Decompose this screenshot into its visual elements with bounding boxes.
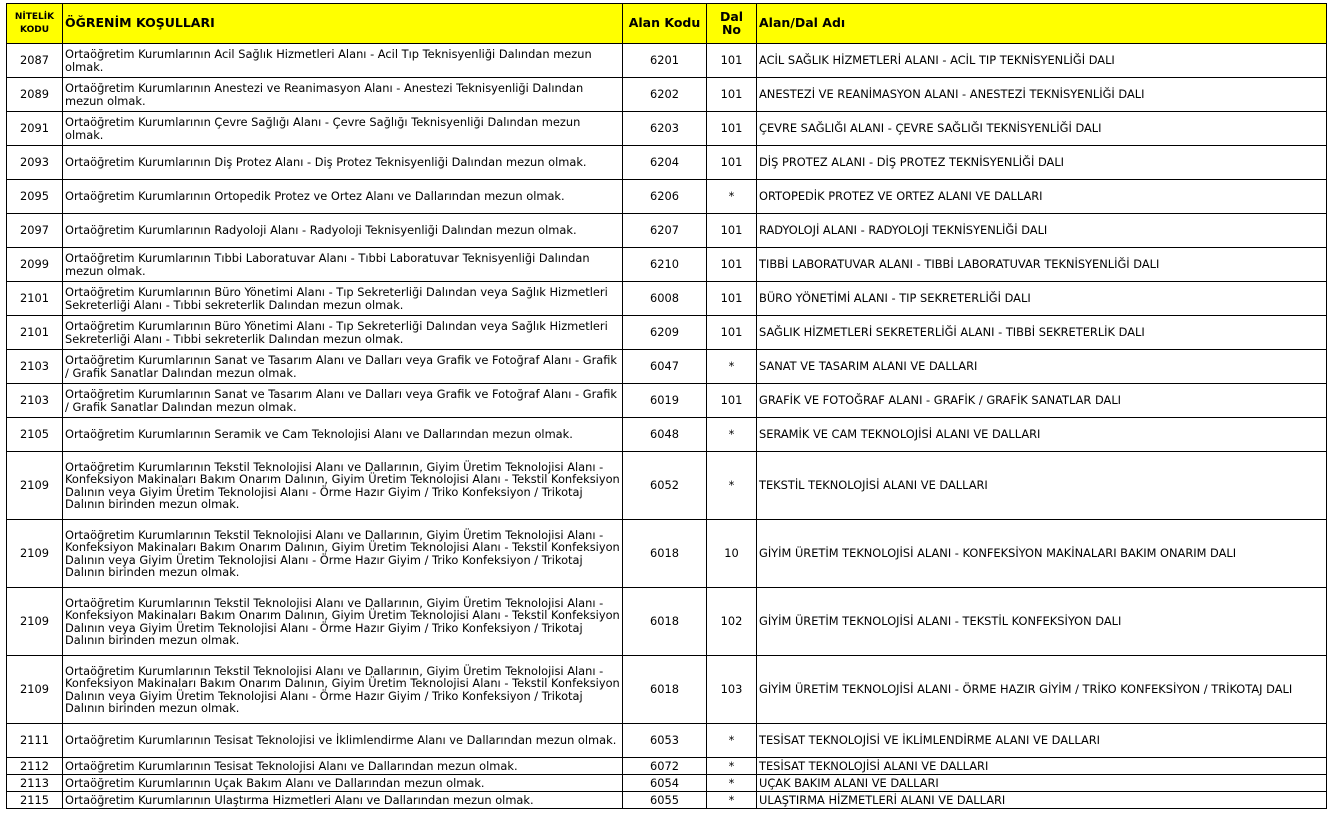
row-alan-dal-adi: ORTOPEDİK PROTEZ VE ORTEZ ALANI VE DALLARI: [757, 180, 1327, 214]
table-row: [7, 248, 1327, 282]
row-code: 2103: [7, 384, 63, 418]
row-alan-dal-adi: ANESTEZİ VE REANİMASYON ALANI - ANESTEZİ TEKNİSYENLİĞİ DALI: [757, 78, 1327, 112]
table-row: [7, 44, 1327, 78]
row-alan-dal-adi: DİŞ PROTEZ ALANI - DİŞ PROTEZ TEKNİSYENLİĞİ DALI: [757, 146, 1327, 180]
row-alan-dal-adi: GİYİM ÜRETİM TEKNOLOJİSİ ALANI - KONFEKSİYON MAKİNALARI BAKIM ONARIM DALI: [757, 520, 1327, 588]
row-dal-no: 103: [707, 656, 757, 724]
row-alan-kodu: 6054: [623, 775, 707, 792]
table-row: [7, 418, 1327, 452]
row-alan-dal-adi: ULAŞTIRMA HİZMETLERİ ALANI VE DALLARI: [757, 792, 1327, 809]
table-row: [7, 452, 1327, 520]
table-row: [7, 656, 1327, 724]
table-row: [7, 78, 1327, 112]
row-conditions: Ortaöğretim Kurumlarının Büro Yönetimi Alanı - Tıp Sekreterliği Dalından veya Sağlık Hizmetleri Sekreterliği Alanı - Tıbbi sekreterlik Dalından mezun olmak.: [63, 282, 623, 316]
row-alan-kodu: 6210: [623, 248, 707, 282]
header-row: [7, 4, 1327, 44]
row-alan-kodu: 6018: [623, 588, 707, 656]
row-code: 2113: [7, 775, 63, 792]
table-row: [7, 758, 1327, 775]
row-dal-no: 10: [707, 520, 757, 588]
table-row: [7, 316, 1327, 350]
row-conditions: Ortaöğretim Kurumlarının Çevre Sağlığı Alanı - Çevre Sağlığı Teknisyenliği Dalından mezun olmak.: [63, 112, 623, 146]
row-alan-dal-adi: UÇAK BAKIM ALANI VE DALLARI: [757, 775, 1327, 792]
row-alan-kodu: 6019: [623, 384, 707, 418]
row-code: 2093: [7, 146, 63, 180]
row-conditions: Ortaöğretim Kurumlarının Uçak Bakım Alanı ve Dallarından mezun olmak.: [63, 775, 623, 792]
row-conditions: Ortaöğretim Kurumlarının Büro Yönetimi Alanı - Tıp Sekreterliği Dalından veya Sağlık Hizmetleri Sekreterliği Alanı - Tıbbi sekreterlik Dalından mezun olmak.: [63, 316, 623, 350]
table-row: [7, 350, 1327, 384]
row-alan-kodu: 6202: [623, 78, 707, 112]
row-code: 2101: [7, 282, 63, 316]
table-row: [7, 724, 1327, 758]
row-conditions: Ortaöğretim Kurumlarının Sanat ve Tasarım Alanı ve Dalları veya Grafik ve Fotoğraf Alanı - Grafik / Grafik Sanatlar Dalından mezun olmak.: [63, 350, 623, 384]
row-alan-kodu: 6072: [623, 758, 707, 775]
header-code: NİTELİK KODU: [7, 4, 63, 44]
row-dal-no: 101: [707, 112, 757, 146]
row-code: 2099: [7, 248, 63, 282]
row-code: 2105: [7, 418, 63, 452]
row-dal-no: *: [707, 775, 757, 792]
row-dal-no: 102: [707, 588, 757, 656]
row-alan-dal-adi: TIBBİ LABORATUVAR ALANI - TIBBİ LABORATUVAR TEKNİSYENLİĞİ DALI: [757, 248, 1327, 282]
row-code: 2109: [7, 520, 63, 588]
row-code: 2089: [7, 78, 63, 112]
row-conditions: Ortaöğretim Kurumlarının Tıbbi Laboratuvar Alanı - Tıbbi Laboratuvar Teknisyenliği Dalından mezun olmak.: [63, 248, 623, 282]
row-code: 2115: [7, 792, 63, 809]
row-alan-dal-adi: SERAMİK VE CAM TEKNOLOJİSİ ALANI VE DALLARI: [757, 418, 1327, 452]
row-code: 2095: [7, 180, 63, 214]
row-alan-dal-adi: SAĞLIK HİZMETLERİ SEKRETERLİĞİ ALANI - TIBBİ SEKRETERLİK DALI: [757, 316, 1327, 350]
table-row: [7, 588, 1327, 656]
row-conditions: Ortaöğretim Kurumlarının Ortopedik Protez ve Ortez Alanı ve Dallarından mezun olmak.: [63, 180, 623, 214]
row-alan-kodu: 6206: [623, 180, 707, 214]
row-alan-dal-adi: TEKSTİL TEKNOLOJİSİ ALANI VE DALLARI: [757, 452, 1327, 520]
row-code: 2111: [7, 724, 63, 758]
row-alan-kodu: 6048: [623, 418, 707, 452]
row-alan-kodu: 6204: [623, 146, 707, 180]
row-alan-dal-adi: ÇEVRE SAĞLIĞI ALANI - ÇEVRE SAĞLIĞI TEKNİSYENLİĞİ DALI: [757, 112, 1327, 146]
header-conditions: ÖĞRENİM KOŞULLARI: [63, 4, 623, 44]
row-alan-dal-adi: ACİL SAĞLIK HİZMETLERİ ALANI - ACİL TIP TEKNİSYENLİĞİ DALI: [757, 44, 1327, 78]
header-alan-kodu: Alan Kodu: [623, 4, 707, 44]
row-conditions: Ortaöğretim Kurumlarının Sanat ve Tasarım Alanı ve Dalları veya Grafik ve Fotoğraf Alanı - Grafik / Grafik Sanatlar Dalından mezun olmak.: [63, 384, 623, 418]
row-conditions: Ortaöğretim Kurumlarının Tekstil Teknolojisi Alanı ve Dallarının, Giyim Üretim Teknolojisi Alanı - Konfeksiyon Makinaları Bakım Onarım Dalının, Giyim Üretim Teknolojisi Alanı - Tekstil Konfeksiyon Dalının veya Giyim Üretim Teknolojisi Alanı - Örme Hazır Giyim / Triko Konfeksiyon / Trikotaj Dalının birinden mezun olmak.: [63, 588, 623, 656]
row-alan-kodu: 6018: [623, 520, 707, 588]
row-code: 2109: [7, 588, 63, 656]
row-alan-dal-adi: BÜRO YÖNETİMİ ALANI - TIP SEKRETERLİĞİ DALI: [757, 282, 1327, 316]
row-dal-no: 101: [707, 384, 757, 418]
table-row: [7, 112, 1327, 146]
row-alan-kodu: 6201: [623, 44, 707, 78]
row-dal-no: *: [707, 452, 757, 520]
row-alan-dal-adi: SANAT VE TASARIM ALANI VE DALLARI: [757, 350, 1327, 384]
row-dal-no: *: [707, 758, 757, 775]
row-alan-dal-adi: GİYİM ÜRETİM TEKNOLOJİSİ ALANI - TEKSTİL KONFEKSİYON DALI: [757, 588, 1327, 656]
table-row: [7, 384, 1327, 418]
row-dal-no: *: [707, 350, 757, 384]
table-row: [7, 520, 1327, 588]
row-dal-no: *: [707, 180, 757, 214]
row-conditions: Ortaöğretim Kurumlarının Tesisat Teknolojisi ve İklimlendirme Alanı ve Dallarından mezun olmak.: [63, 724, 623, 758]
row-alan-dal-adi: RADYOLOJİ ALANI - RADYOLOJİ TEKNİSYENLİĞİ DALI: [757, 214, 1327, 248]
row-alan-dal-adi: TESİSAT TEKNOLOJİSİ VE İKLİMLENDİRME ALANI VE DALLARI: [757, 724, 1327, 758]
row-code: 2097: [7, 214, 63, 248]
row-conditions: Ortaöğretim Kurumlarının Tekstil Teknolojisi Alanı ve Dallarının, Giyim Üretim Teknolojisi Alanı - Konfeksiyon Makinaları Bakım Onarım Dalının, Giyim Üretim Teknolojisi Alanı - Tekstil Konfeksiyon Dalının veya Giyim Üretim Teknolojisi Alanı - Örme Hazır Giyim / Triko Konfeksiyon / Trikotaj Dalının birinden mezun olmak.: [63, 656, 623, 724]
row-conditions: Ortaöğretim Kurumlarının Tekstil Teknolojisi Alanı ve Dallarının, Giyim Üretim Teknolojisi Alanı - Konfeksiyon Makinaları Bakım Onarım Dalının, Giyim Üretim Teknolojisi Alanı - Tekstil Konfeksiyon Dalının veya Giyim Üretim Teknolojisi Alanı - Örme Hazır Giyim / Triko Konfeksiyon / Trikotaj Dalının birinden mezun olmak.: [63, 452, 623, 520]
row-conditions: Ortaöğretim Kurumlarının Anestezi ve Reanimasyon Alanı - Anestezi Teknisyenliği Dalından mezun olmak.: [63, 78, 623, 112]
row-alan-dal-adi: TESİSAT TEKNOLOJİSİ ALANI VE DALLARI: [757, 758, 1327, 775]
row-dal-no: *: [707, 724, 757, 758]
row-dal-no: *: [707, 418, 757, 452]
table-row: [7, 146, 1327, 180]
row-conditions: Ortaöğretim Kurumlarının Ulaştırma Hizmetleri Alanı ve Dallarından mezun olmak.: [63, 792, 623, 809]
row-conditions: Ortaöğretim Kurumlarının Radyoloji Alanı - Radyoloji Teknisyenliği Dalından mezun olmak.: [63, 214, 623, 248]
row-alan-kodu: 6018: [623, 656, 707, 724]
row-alan-dal-adi: GİYİM ÜRETİM TEKNOLOJİSİ ALANI - ÖRME HAZIR GİYİM / TRİKO KONFEKSİYON / TRİKOTAJ DALI: [757, 656, 1327, 724]
row-alan-kodu: 6052: [623, 452, 707, 520]
row-conditions: Ortaöğretim Kurumlarının Acil Sağlık Hizmetleri Alanı - Acil Tıp Teknisyenliği Dalından mezun olmak.: [63, 44, 623, 78]
table-row: [7, 792, 1327, 809]
row-dal-no: *: [707, 792, 757, 809]
row-alan-dal-adi: GRAFİK VE FOTOĞRAF ALANI - GRAFİK / GRAFİK SANATLAR DALI: [757, 384, 1327, 418]
row-dal-no: 101: [707, 316, 757, 350]
row-conditions: Ortaöğretim Kurumlarının Tesisat Teknolojisi Alanı ve Dallarından mezun olmak.: [63, 758, 623, 775]
row-alan-kodu: 6047: [623, 350, 707, 384]
row-code: 2091: [7, 112, 63, 146]
row-conditions: Ortaöğretim Kurumlarının Tekstil Teknolojisi Alanı ve Dallarının, Giyim Üretim Teknolojisi Alanı - Konfeksiyon Makinaları Bakım Onarım Dalının, Giyim Üretim Teknolojisi Alanı - Tekstil Konfeksiyon Dalının veya Giyim Üretim Teknolojisi Alanı - Örme Hazır Giyim / Triko Konfeksiyon / Trikotaj Dalının birinden mezun olmak.: [63, 520, 623, 588]
table-row: [7, 180, 1327, 214]
header-dal-no: Dal No: [707, 4, 757, 44]
row-code: 2109: [7, 452, 63, 520]
row-conditions: Ortaöğretim Kurumlarının Diş Protez Alanı - Diş Protez Teknisyenliği Dalından mezun olmak.: [63, 146, 623, 180]
table-row: [7, 214, 1327, 248]
row-dal-no: 101: [707, 146, 757, 180]
table-row: [7, 775, 1327, 792]
row-dal-no: 101: [707, 44, 757, 78]
row-alan-kodu: 6008: [623, 282, 707, 316]
row-alan-kodu: 6055: [623, 792, 707, 809]
row-code: 2109: [7, 656, 63, 724]
table-row: [7, 282, 1327, 316]
row-dal-no: 101: [707, 282, 757, 316]
row-dal-no: 101: [707, 248, 757, 282]
row-alan-kodu: 6203: [623, 112, 707, 146]
row-code: 2112: [7, 758, 63, 775]
row-alan-kodu: 6053: [623, 724, 707, 758]
row-alan-kodu: 6209: [623, 316, 707, 350]
header-alan-dal-adi: Alan/Dal Adı: [757, 4, 1327, 44]
row-alan-kodu: 6207: [623, 214, 707, 248]
row-conditions: Ortaöğretim Kurumlarının Seramik ve Cam Teknolojisi Alanı ve Dallarından mezun olmak.: [63, 418, 623, 452]
row-code: 2087: [7, 44, 63, 78]
row-dal-no: 101: [707, 214, 757, 248]
qualification-table: [6, 3, 1327, 809]
row-dal-no: 101: [707, 78, 757, 112]
row-code: 2101: [7, 316, 63, 350]
row-code: 2103: [7, 350, 63, 384]
